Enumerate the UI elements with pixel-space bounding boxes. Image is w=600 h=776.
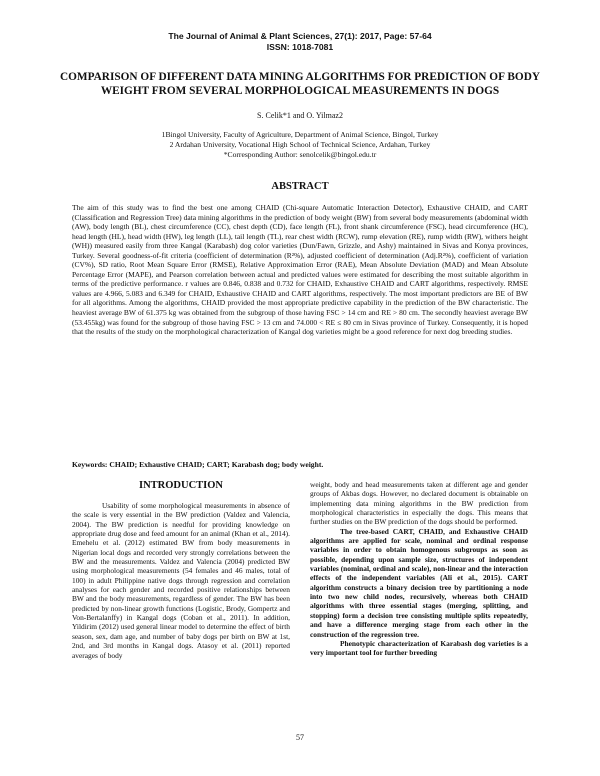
journal-citation: The Journal of Animal & Plant Sciences, 27(1): 2017, Page: 57-64 bbox=[168, 31, 432, 41]
author-list: S. Celik*1 and O. Yilmaz2 bbox=[257, 111, 343, 120]
introduction-heading: INTRODUCTION bbox=[138, 480, 223, 491]
intro-paragraph: Usability of some morphological measurements in absence of the scale is very essential in the BW prediction (Valdez and Valencia, 2004). The BW prediction is needful for providing knowledge on appropriate drug dose and feed amount for an animal (Khan et al., 2014). Emehelu et al. (2012) estimated BW from body measurements in Nigerian local dogs and recorded very strongly correlations between the BW and the measurements. Valdez and Valencia (2004) predicted BW using morphological measurements (54 females and 46 males, total of 100) in adult Philippine native dogs through regression and correlation analyses for each gender and recorded positive relationships between BW and the body measurements, regardless of gender. The BW has been predicted by non-linear growth functions (Logistic, Brody, Gompertz and Von-Bertalanffy) in Kangal dogs (Coban et al., 2011). In addition, Yildirim (2012) used general linear model to determine the effect of birth season, sex, dam age, and number of baby dogs per birth on BW at 1st, 2nd, and 3rd months in Kangal dogs. Atasoy et al. (2011) reported averages of body bbox=[72, 501, 290, 660]
corresponding-author: *Corresponding Author: senolcelik@bingol.edu.tr bbox=[223, 150, 377, 159]
journal-issn: ISSN: 1018-7081 bbox=[266, 42, 334, 52]
body-paragraph: Phenotypic characterization of Karabash dog varieties is a very important tool for further breeding bbox=[310, 638, 528, 658]
abstract-heading: ABSTRACT bbox=[271, 181, 329, 192]
affiliation-2: 2 Ardahan University, Vocational High School of Technical Science, Ardahan, Turkey bbox=[169, 140, 431, 149]
keywords: Keywords: CHAID; Exhaustive CHAID; CART; Karabash dog; body weight. bbox=[72, 460, 324, 469]
body-paragraph: weight, body and head measurements taken at different age and gender groups of Akbas dogs. However, no declared document is obtainable on implementing data mining algorithms in the BW prediction from morphological characteristics in especially the dogs. This means that further studies on the BW prediction of the dogs should be performed. bbox=[310, 480, 528, 527]
abstract-text: The aim of this study was to find the best one among CHAID (Chi-square Automatic Interaction Detector), Exhaustive CHAID, and CART (Classification and Regression Tree) data mining algorithms in the prediction of body weight (BW) from several body measurements (abdominal width (AW), body length (BL), chest circumference (CC), chest depth (CD), face length (FL), front shank circumference (FSC), head circumference (HC), head length (HL), head width (HW), leg length (LL), tail length (TL), rear chest width (RCW), rump elevation (RE), rump width (RW), withers height (WH)) measured easily from three Kangal (Karabash) dog color varieties (Dun/Fawn, Grizzle, and Ashy) maintained in Sivas and Konya provinces, Turkey. Several goodness-of-fit criteria (coefficient of determination (R²%), adjusted coefficient of determination (Adj.R²%), coefficient of variation (CV%), SD ratio, Root Mean Square Error (RMSE), Relative Approximation Error (RAE), Mean Absolute Deviation (MAD) and Mean Absolute Percentage Error (MAPE), and Pearson correlation between actual and predicted values were estimated for describing the most suitable algorithm in terms of the predictive performance. r values are 0.846, 0.838 and 0.732 for CHAID, Exhaustive CHAID and CART algorithms, respectively. RMSE values are 4.966, 5.083 and 6.349 for CHAID, Exhaustive CHAID and CART algorithms, respectively. The most important predictors are BE of BW for all algorithms. Among the algorithms, CHAID provided the most appropriate predictive capability in the prediction of the BW characteristic. The heaviest average BW of 61.375 kg was obtained from the subgroup of those having FSC > 14 cm and RE > 80 cm. The secondly heaviest average BW (53.455kg) was found for the subgroup of those having FSC > 13 cm and 74.000 < RE ≤ 80 cm in Sivas province of Turkey. Consequently, it is hoped that the results of the study on the morphological characterization of Kangal dog varieties might be a good reference for next dog breeding studies. bbox=[72, 203, 528, 337]
body-paragraph: The tree-based CART, CHAID, and Exhaustive CHAID algorithms are applied for scale, nominal and ordinal response variables in order to obtain homogenous subgroups as soon as possible, depending upon sample size, structures of independent variables (nominal, ordinal and scale), non-linear and the interaction effects of the independent variables (Ali et al., 2015). CART algorithm constructs a binary decision tree by partitioning a node into two new child nodes, recursively, whereas both CHAID algorithms with three essential stages (merging, splitting, and stopping) form a decision tree consisting multiple splits repeatedly, and have a difference merging stage from each other in the construction of the regression tree. bbox=[310, 526, 528, 639]
journal-header bbox=[0, 31, 600, 53]
page-number: 57 bbox=[296, 733, 304, 742]
affiliations bbox=[0, 130, 600, 160]
right-column bbox=[310, 480, 528, 658]
paper-title: COMPARISON OF DIFFERENT DATA MINING ALGORITHMS FOR PREDICTION OF BODY WEIGHT FROM SEVERAL MORPHOLOGICAL MEASUREMENTS IN DOGS bbox=[59, 71, 541, 97]
left-column bbox=[72, 480, 290, 660]
affiliation-1: 1Bingol University, Faculty of Agriculture, Department of Animal Science, Bingol, Turkey bbox=[161, 130, 439, 139]
